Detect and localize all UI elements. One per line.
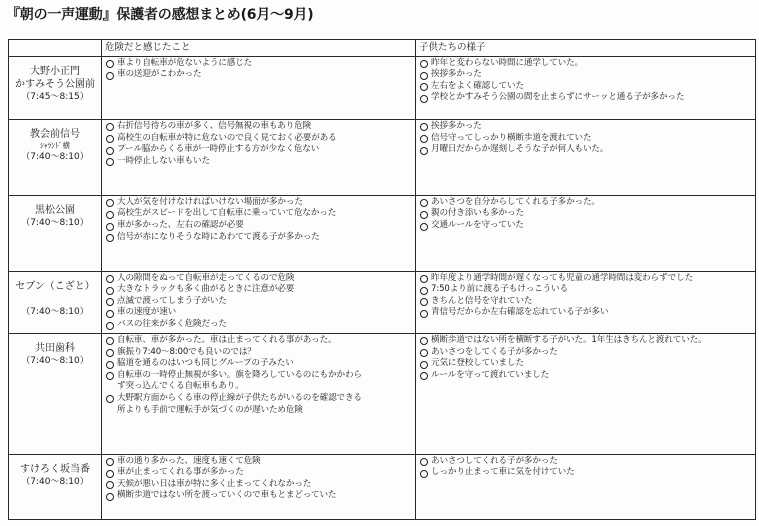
location-name: かすみそう公園前 [15,78,95,90]
list-item: 高校生の自転車が特に危ないので良く見ておく必要がある [105,133,412,145]
list-item: 脇道を通るのはいつも同じグループの子みたい [105,358,412,370]
children-cell [416,56,756,119]
feedback-table [8,39,756,520]
list-item: 自転車、車が多かった。車は止まってくれる事があった。 [105,335,412,347]
location-name: 黒松公園 [35,204,75,216]
danger-list [102,272,415,331]
header-location [9,40,102,57]
location-time: （7:40～8:10） [21,217,89,228]
list-item: 旗振り7:40～8:00でも良いのでは？ [105,347,412,359]
location-cell [9,119,102,195]
list-item: 車が多かった、左右の確認が必要 [105,220,412,232]
list-item: 点滅で渡ってしまう子がいた [105,296,412,308]
location-cell [9,56,102,119]
location-cell [9,195,102,271]
list-item: 一時停止しない車もいた [105,156,412,168]
children-list [416,196,755,232]
list-item: あいさつしてくれる子が多かった [419,456,752,468]
list-item: 車が止まってくれる事が多かった [105,467,412,479]
danger-cell [102,195,416,271]
location-cell [9,454,102,520]
location-sub: ｼｬﾗﾝﾄﾞ横 [40,140,70,150]
children-cell [416,271,756,333]
list-item: 天候が悪い日は車が特に多く止まってくれなかった [105,479,412,491]
location-cell [9,333,102,454]
danger-list [102,455,415,502]
list-item: 昨年と変わらない時間に通学していた。 [419,58,752,70]
children-list [416,272,755,319]
header-children: 子供たちの様子 [416,40,756,57]
list-item: 親の付き添いも多かった [419,208,752,220]
children-cell [416,119,756,195]
list-item: 所よりも手前で運転手が気づくのが遅いため危険 [117,404,303,415]
list-item: 右折信号待ちの車が多く、信号無視の車もあり危険 [105,121,412,133]
list-item: 信号守ってしっかり横断歩道を渡れていた [419,133,752,145]
table-row [9,454,756,520]
list-item: 車の速度が速い [105,307,412,319]
children-list [416,455,755,479]
list-item: 車の通り多かった、速度も速くて危険 [105,456,412,468]
list-item: 高校生がスピードを出して自転車に乗っていて危なかった [105,208,412,220]
list-item: あいさつを自分からしてくれる子多かった。 [419,197,752,209]
list-item: 信号が赤になりそうな時にあわてて渡る子が多かった [105,232,412,244]
list-item: 月曜日だからか遅刻しそうな子が何人もいた。 [419,144,752,156]
children-list [416,57,755,104]
children-list [416,120,755,156]
list-item: あいさつをしてくる子が多かった [419,347,752,359]
location-time: （7:40～8:10） [21,306,89,317]
list-item: 車より自転車が危ないように感じた [105,58,412,70]
danger-list [102,120,415,167]
danger-cell [102,56,416,119]
danger-list [102,196,415,243]
list-item: バスの往来が多く危険だった [105,319,412,331]
list-item: 挨拶多かった [419,121,752,133]
danger-list [102,334,415,416]
list-item: 元気に登校していました [419,358,752,370]
location-name: 大野小正門 [30,65,80,77]
table-body [9,56,756,519]
list-item: ず突っ込んでくる自転車もあり。 [117,381,244,392]
list-item: 青信号だからか左右確認を忘れている子が多い [419,307,752,319]
children-cell [416,454,756,520]
list-item: 大きなトラックも多く曲がるときに注意が必要 [105,284,412,296]
danger-cell [102,119,416,195]
list-item: 横断歩道ではない所を横断する子がいた。1年生はきちんと渡れていた。 [419,335,752,347]
list-item: 挨拶多かった [419,69,752,81]
location-name: 教会前信号 [30,128,80,140]
list-item: きちんと信号を守れていた [419,296,752,308]
header-danger: 危険だと感じたこと [102,40,416,57]
list-item: 車の送迎がこわかった [105,69,412,81]
list-item: 学校とかすみそう公園の間を止まらずにサーッと通る子が多かった [419,92,752,104]
danger-cell [102,333,416,454]
list-item: プール脇からくる車が一時停止する方が少なく危ない [105,144,412,156]
table-row [9,56,756,119]
children-cell [416,333,756,454]
list-item: ルールを守って渡れていました [419,370,752,382]
danger-cell [102,271,416,333]
list-item: 人の隙間をぬって自転車が走ってくるので危険 [105,273,412,285]
table-row [9,271,756,333]
location-time: （7:40～8:10） [21,476,89,487]
location-time: （7:45～8:15） [21,91,89,102]
location-name: 共田歯科 [35,342,75,354]
location-name: すけろく坂当番 [20,463,90,475]
table-row [9,333,756,454]
list-item: 左右をよく確認していた [419,81,752,93]
location-time: （7:40～8:10） [21,355,89,366]
list-item: 昨年度より通学時間が遅くなっても児童の通学時間は変わらずでした [419,273,752,285]
table-row [9,119,756,195]
danger-cell [102,454,416,520]
list-item: 横断歩道ではない所を渡っていくので車もとまどっていた [105,490,412,502]
table-header-row [9,40,756,57]
location-cell [9,271,102,333]
page-title: 『朝の一声運動』保護者の感想まとめ(6月～9月) [6,7,314,23]
list-item: 自転車の一時停止無視が多い。旗を降ろしているのにもかかわら [105,370,412,382]
list-item: 交通ルールを守っていた [419,220,752,232]
list-item: しっかり止まって車に気を付けていた [419,467,752,479]
children-cell [416,195,756,271]
location-name: セブン（こざと） [15,280,95,292]
list-item: 大野駅方面からくる車の停止線が子供たちがいるのを確認できる [105,393,412,405]
children-list [416,334,755,381]
location-time: （7:40～8:10） [21,151,89,162]
danger-list [102,57,415,81]
list-item: 7:50より前に渡る子もけっこういる [419,284,752,296]
list-item: 大人が気を付けなければいけない場面が多かった [105,197,412,209]
table-row [9,195,756,271]
